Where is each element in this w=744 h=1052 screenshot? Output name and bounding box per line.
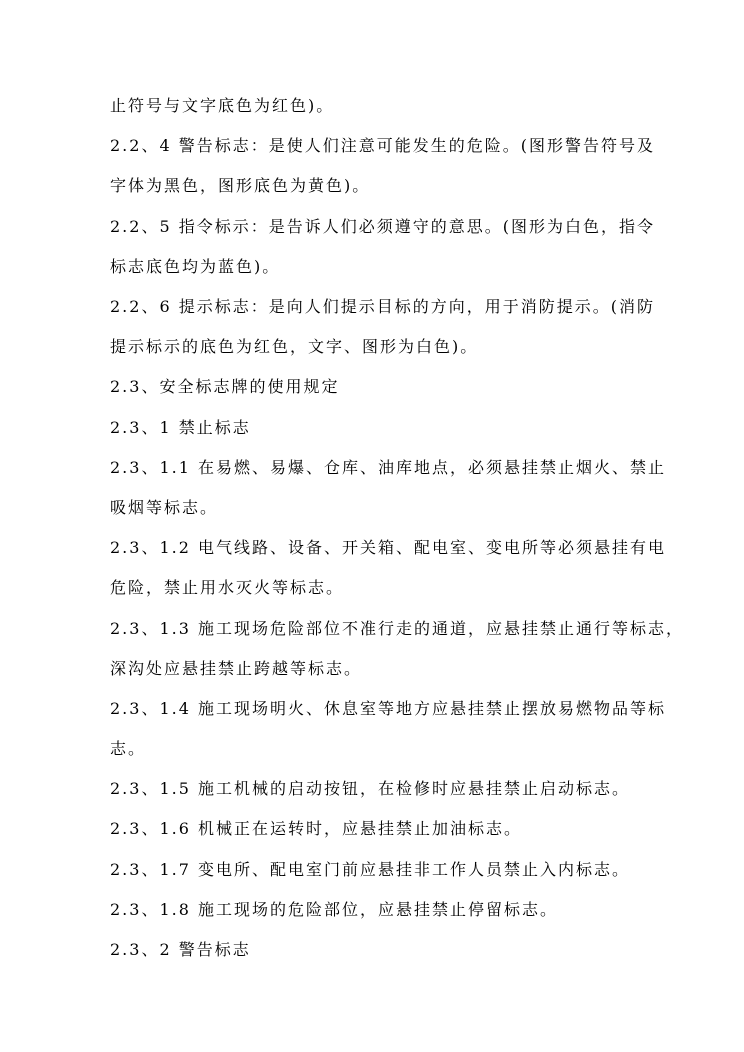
text-line-7: 提示标示的底色为红色，文字、图形为白色)。 bbox=[110, 337, 479, 356]
text-line-1: 止符号与文字底色为红色)。 bbox=[110, 96, 335, 115]
text-line-16: 2.3、1.4 施工现场明火、休息室等地方应悬挂禁止摆放易燃物品等标 bbox=[110, 699, 666, 718]
text-line-20: 2.3、1.7 变电所、配电室门前应悬挂非工作人员禁止入内标志。 bbox=[110, 860, 630, 879]
text-line-22: 2.3、2 警告标志 bbox=[110, 940, 251, 959]
text-line-14: 2.3、1.3 施工现场危险部位不准行走的通道，应悬挂禁止通行等标志， bbox=[110, 619, 684, 638]
text-line-2: 2.2、4 警告标志：是使人们注意可能发生的危险。(图形警告符号及 bbox=[110, 136, 655, 155]
text-line-8: 2.3、安全标志牌的使用规定 bbox=[110, 377, 340, 396]
text-line-13: 危险，禁止用水灭火等标志。 bbox=[110, 578, 345, 597]
text-line-10: 2.3、1.1 在易燃、易爆、仓库、油库地点，必须悬挂禁止烟火、禁止 bbox=[110, 458, 666, 477]
text-line-15: 深沟处应悬挂禁止跨越等标志。 bbox=[110, 659, 363, 678]
text-line-12: 2.3、1.2 电气线路、设备、开关箱、配电室、变电所等必须悬挂有电 bbox=[110, 538, 666, 557]
text-line-4: 2.2、5 指令标示：是告诉人们必须遵守的意思。(图形为白色，指令 bbox=[110, 217, 655, 236]
text-line-18: 2.3、1.5 施工机械的启动按钮，在检修时应悬挂禁止启动标志。 bbox=[110, 779, 630, 798]
text-line-6: 2.2、6 提示标志：是向人们提示目标的方向，用于消防提示。(消防 bbox=[110, 297, 655, 316]
text-line-5: 标志底色均为蓝色)。 bbox=[110, 257, 281, 276]
text-line-9: 2.3、1 禁止标志 bbox=[110, 418, 251, 437]
text-line-3: 字体为黑色，图形底色为黄色)。 bbox=[110, 176, 371, 195]
text-line-11: 吸烟等标志。 bbox=[110, 498, 219, 517]
text-line-21: 2.3、1.8 施工现场的危险部位，应悬挂禁止停留标志。 bbox=[110, 900, 558, 919]
text-line-19: 2.3、1.6 机械正在运转时，应悬挂禁止加油标志。 bbox=[110, 819, 522, 838]
text-line-17: 志。 bbox=[110, 739, 147, 758]
